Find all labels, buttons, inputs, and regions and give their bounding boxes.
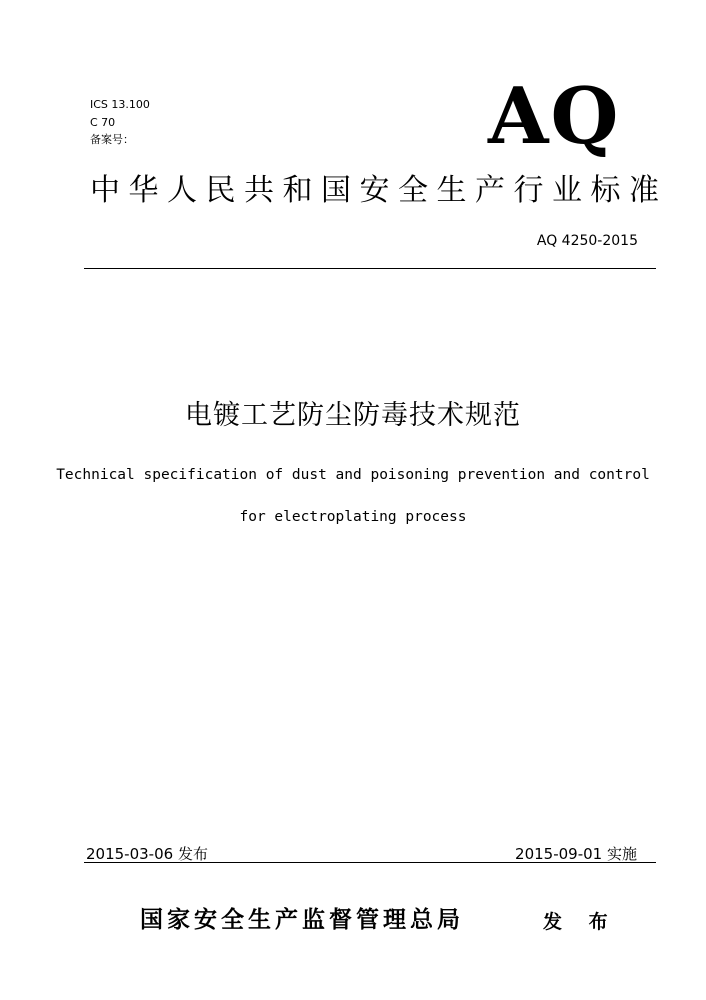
implementation-date: 2015-09-01 实施 [515, 845, 637, 863]
record-number-label: 备案号： [90, 133, 134, 146]
footer-divider [84, 862, 656, 863]
issuing-verb: 发 布 [543, 911, 618, 933]
standard-category-title: 中华人民共和国安全生产行业标准 [90, 173, 668, 208]
header-divider [84, 268, 656, 269]
document-title-chinese: 电镀工艺防尘防毒技术规范 [185, 400, 521, 431]
document-title-english-line1: Technical specification of dust and poisoning prevention and control [56, 467, 650, 483]
document-title-english-line2: for electroplating process [239, 509, 467, 525]
ics-code: ICS 13.100 [90, 98, 150, 111]
classification-code: C 70 [90, 116, 116, 129]
issuing-authority: 国家安全生产监督管理总局 [140, 907, 464, 933]
aq-logo: AQ [488, 71, 621, 162]
standard-number: AQ 4250-2015 [536, 233, 638, 249]
issue-date: 2015-03-06 发布 [86, 845, 208, 863]
